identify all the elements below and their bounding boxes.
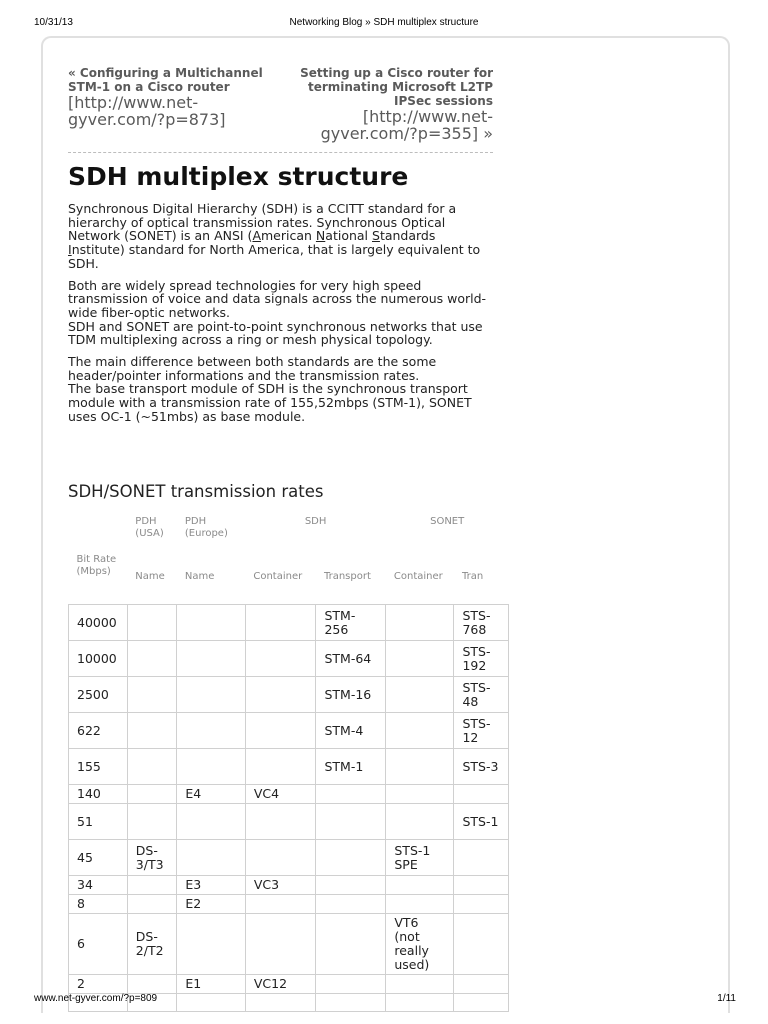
- table-cell: 2: [69, 975, 128, 994]
- print-url: www.net-gyver.com/?p=809: [34, 993, 158, 1004]
- table-cell: STS-12: [454, 713, 509, 749]
- table-cell: [454, 914, 509, 975]
- col-header-sdh-transport: Transport: [323, 571, 371, 582]
- section-title: SDH/SONET transmission rates: [68, 482, 324, 501]
- table-cell: 45: [69, 840, 128, 876]
- table-cell: [316, 914, 386, 975]
- print-footer: [0, 993, 768, 1009]
- table-cell: [386, 876, 454, 895]
- table-cell: [316, 840, 386, 876]
- table-cell: E2: [177, 895, 245, 914]
- table-row: [69, 840, 509, 876]
- table-cell: E3: [177, 876, 245, 895]
- table-cell: [177, 804, 245, 840]
- intro-text: Synchronous Digital Hierarchy (SDH) is a CCITT standard for a hierarchy of optical transmission rates. Synchronous Optical Network (SONET) is an ANSI (: [68, 201, 457, 244]
- table-row: [69, 876, 509, 895]
- table-cell: STS-48: [454, 677, 509, 713]
- col-header-bit-rate: Bit Rate (Mbps): [76, 554, 117, 577]
- table-cell: [245, 677, 316, 713]
- table-cell: VT6 (not really used): [386, 914, 454, 975]
- table-cell: [454, 895, 509, 914]
- group-header-empty: [69, 512, 128, 550]
- table-cell: STS-3: [454, 749, 509, 785]
- table-cell: [245, 749, 316, 785]
- table-cell: 51: [69, 804, 128, 840]
- table-cell: STM-1: [316, 749, 386, 785]
- table-cell: [386, 785, 454, 804]
- table-cell: [316, 975, 386, 994]
- table-cell: VC4: [245, 785, 316, 804]
- table-cell: [386, 975, 454, 994]
- table-cell: 6: [69, 914, 128, 975]
- table-cell: [127, 641, 177, 677]
- table-cell: [177, 840, 245, 876]
- col-header-sonet-transport: Tran: [461, 571, 484, 582]
- table-cell: [245, 914, 316, 975]
- table-cell: [127, 677, 177, 713]
- table-cell: [245, 895, 316, 914]
- table-cell: [245, 641, 316, 677]
- table-cell: [177, 641, 245, 677]
- post-title: SDH multiplex structure: [68, 162, 409, 191]
- table-cell: E1: [177, 975, 245, 994]
- group-header-sonet: SONET: [430, 516, 465, 527]
- table-cell: [245, 804, 316, 840]
- table-cell: [386, 605, 454, 641]
- table-cell: E4: [177, 785, 245, 804]
- table-cell: VC12: [245, 975, 316, 994]
- acronym-letter-i: I: [68, 242, 72, 258]
- table-body: [69, 605, 509, 1012]
- table-cell: STM-4: [316, 713, 386, 749]
- intro-text: merican: [261, 228, 316, 244]
- intro-text: ational: [325, 228, 372, 244]
- previous-post-title: « Configuring a Multichannel STM-1 on a Cisco router: [68, 66, 263, 94]
- table-cell: STM-256: [316, 605, 386, 641]
- print-page-title: Networking Blog » SDH multiplex structure: [289, 17, 479, 28]
- table-cell: [386, 641, 454, 677]
- previous-post-url: [http://www.net-gyver.com/?p=873]: [68, 93, 226, 129]
- table-row: [69, 914, 509, 975]
- paragraph-text: The main difference between both standards are the some header/pointer informations and the transmission rates.: [68, 354, 437, 383]
- col-header-name-europe: Name: [184, 571, 215, 582]
- table-row: [69, 895, 509, 914]
- table-cell: [127, 975, 177, 994]
- table-cell: 40000: [69, 605, 128, 641]
- table-cell: [177, 749, 245, 785]
- next-post-title: Setting up a Cisco router for terminating Microsoft L2TP IPSec sessions: [300, 66, 493, 108]
- table-row: [69, 677, 509, 713]
- col-header-sonet-container: Container: [393, 571, 443, 582]
- table-cell: STS-1 SPE: [386, 840, 454, 876]
- table-cell: 10000: [69, 641, 128, 677]
- table-cell: 622: [69, 713, 128, 749]
- table-cell: [316, 895, 386, 914]
- table-cell: STM-64: [316, 641, 386, 677]
- table-cell: [386, 677, 454, 713]
- table-cell: [386, 895, 454, 914]
- table-cell: VC3: [245, 876, 316, 895]
- table-cell: [127, 876, 177, 895]
- table-row: [69, 641, 509, 677]
- table-row: [69, 713, 509, 749]
- table-cell: [177, 914, 245, 975]
- acronym-letter-s: S: [372, 228, 380, 244]
- group-header-pdh-europe: PDH (Europe): [184, 516, 228, 539]
- table-cell: STM-16: [316, 677, 386, 713]
- paragraph-text: Both are widely spread technologies for very high speed transmission of voice and data signals across the numerous world-wide fiber-optic networks.: [68, 277, 487, 320]
- print-page-number: 1/11: [717, 993, 736, 1004]
- table-cell: [386, 713, 454, 749]
- group-header-pdh-usa: PDH (USA): [135, 516, 164, 539]
- group-header-sdh: SDH: [304, 516, 327, 527]
- table-cell: [245, 605, 316, 641]
- table-cell: 140: [69, 785, 128, 804]
- table-column-header-row: [69, 550, 509, 605]
- table-row: [69, 975, 509, 994]
- next-post-url: [http://www.net-gyver.com/?p=355] »: [320, 107, 493, 143]
- table-cell: DS-3/T3: [127, 840, 177, 876]
- table-cell: [177, 713, 245, 749]
- table-cell: [386, 804, 454, 840]
- table-row: [69, 785, 509, 804]
- acronym-letter-a: A: [252, 228, 261, 244]
- col-header-sdh-container: Container: [253, 571, 303, 582]
- table-cell: DS-2/T2: [127, 914, 177, 975]
- print-date: 10/31/13: [34, 17, 73, 28]
- table-cell: [454, 975, 509, 994]
- table-row: [69, 749, 509, 785]
- table-cell: [386, 749, 454, 785]
- table-cell: [127, 785, 177, 804]
- table-cell: [127, 749, 177, 785]
- table-cell: [454, 840, 509, 876]
- table-cell: [454, 785, 509, 804]
- table-cell: 8: [69, 895, 128, 914]
- table-cell: [316, 785, 386, 804]
- table-cell: [177, 677, 245, 713]
- table-cell: [245, 840, 316, 876]
- table-group-header-row: [69, 512, 509, 550]
- table-cell: [127, 605, 177, 641]
- table-cell: STS-1: [454, 804, 509, 840]
- table-cell: 155: [69, 749, 128, 785]
- col-header-name-usa: Name: [135, 571, 165, 582]
- table-cell: [127, 804, 177, 840]
- table-cell: [177, 605, 245, 641]
- paragraph-text: SDH and SONET are point-to-point synchronous networks that use TDM multiplexing across a ring or mesh physical topology.: [68, 318, 483, 348]
- table-cell: 2500: [69, 677, 128, 713]
- table-row: [69, 804, 509, 840]
- acronym-letter-n: N: [315, 228, 326, 244]
- table-cell: [316, 804, 386, 840]
- intro-text: nstitute) standard for North America, that is largely equivalent to SDH.: [68, 242, 481, 271]
- intro-text: tandards: [379, 228, 436, 244]
- table-cell: [316, 876, 386, 895]
- paragraph-text: The base transport module of SDH is the synchronous transport module with a transmission rate of 155,52mbps (STM-1), SONET uses OC-1 (~51mbs) as base module.: [68, 381, 472, 424]
- table-cell: STS-768: [454, 605, 509, 641]
- table-row: [69, 605, 509, 641]
- transmission-rates-table: [68, 512, 509, 1012]
- table-cell: [454, 876, 509, 895]
- table-cell: [245, 713, 316, 749]
- table-cell: 34: [69, 876, 128, 895]
- table-cell: [127, 713, 177, 749]
- table-cell: STS-192: [454, 641, 509, 677]
- table-cell: [127, 895, 177, 914]
